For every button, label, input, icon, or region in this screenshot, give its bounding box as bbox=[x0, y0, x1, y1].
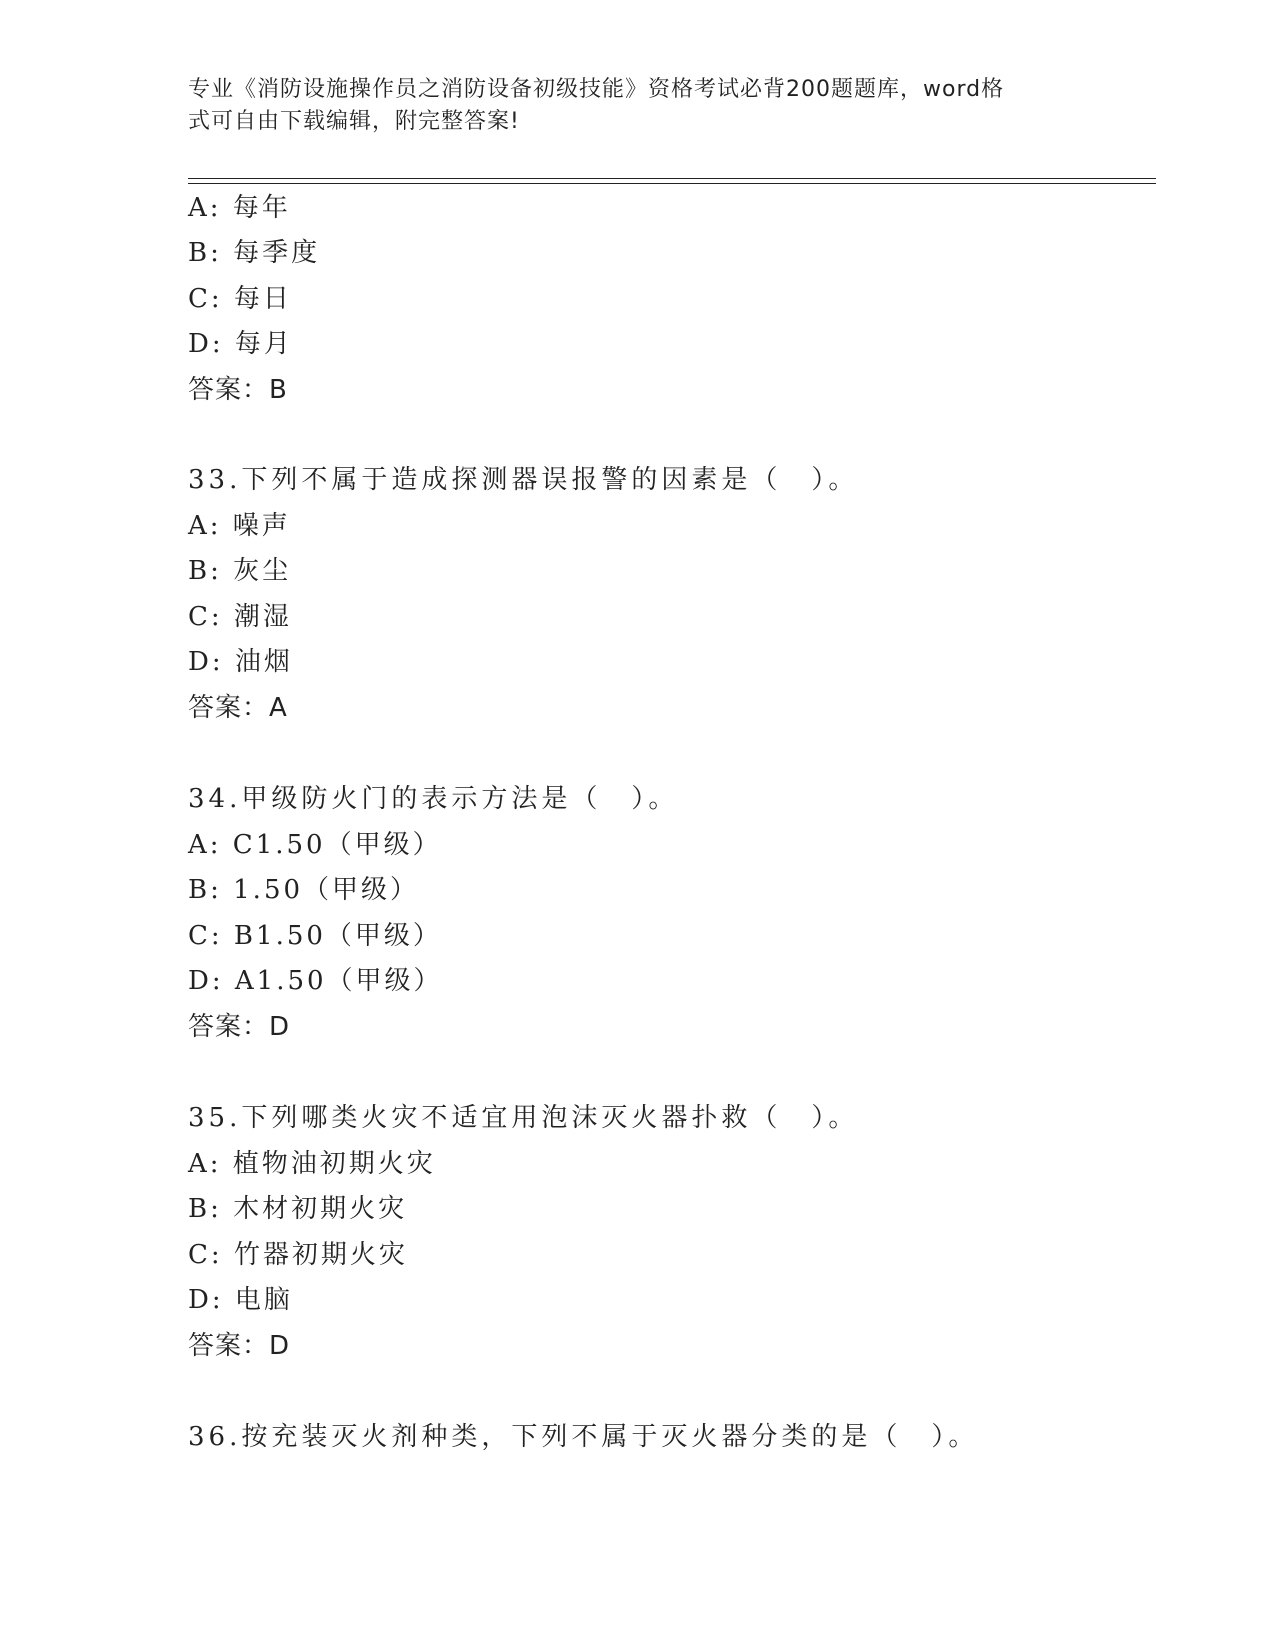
q33-option-a: A: 噪声 bbox=[188, 511, 291, 541]
q32-answer: 答案：B bbox=[188, 375, 288, 405]
q34-answer: 答案：D bbox=[188, 1012, 291, 1042]
q34-option-a: A: C1.50（甲级） bbox=[188, 830, 442, 860]
q33-answer: 答案：A bbox=[188, 693, 288, 723]
q34-option-c: C: B1.50（甲级） bbox=[188, 921, 442, 951]
q34-option-b: B: 1.50（甲级） bbox=[188, 875, 420, 905]
q35-option-c: C: 竹器初期火灾 bbox=[188, 1240, 408, 1270]
q36-question: 36.按充装灭火剂种类，下列不属于灭火器分类的是（ ）。 bbox=[188, 1422, 979, 1452]
header-divider-top bbox=[188, 178, 1156, 179]
q33-option-b: B: 灰尘 bbox=[188, 556, 292, 586]
q34-option-d: D: A1.50（甲级） bbox=[188, 966, 443, 996]
header-line-1: 专业《消防设施操作员之消防设备初级技能》资格考试必背200题题库，word格 bbox=[188, 77, 1005, 102]
q32-option-c: C: 每日 bbox=[188, 284, 292, 314]
q35-option-b: B: 木材初期火灾 bbox=[188, 1194, 408, 1224]
q33-question: 33.下列不属于造成探测器误报警的因素是（ ）。 bbox=[188, 465, 859, 495]
q33-option-d: D: 油烟 bbox=[188, 647, 293, 677]
q32-option-b: B: 每季度 bbox=[188, 238, 321, 268]
q33-option-c: C: 潮湿 bbox=[188, 602, 292, 632]
document-header bbox=[188, 74, 1068, 138]
q35-answer: 答案：D bbox=[188, 1331, 291, 1361]
q35-option-a: A: 植物油初期火灾 bbox=[188, 1149, 436, 1179]
header-divider-bottom bbox=[188, 183, 1156, 184]
q32-option-a: A: 每年 bbox=[188, 193, 291, 223]
q35-question: 35.下列哪类火灾不适宜用泡沫灭火器扑救（ ）。 bbox=[188, 1103, 859, 1133]
q35-option-d: D: 电脑 bbox=[188, 1285, 293, 1315]
header-line-2: 式可自由下载编辑，附完整答案! bbox=[188, 109, 520, 134]
q32-option-d: D: 每月 bbox=[188, 329, 293, 359]
q34-question: 34.甲级防火门的表示方法是（ ）。 bbox=[188, 784, 679, 814]
